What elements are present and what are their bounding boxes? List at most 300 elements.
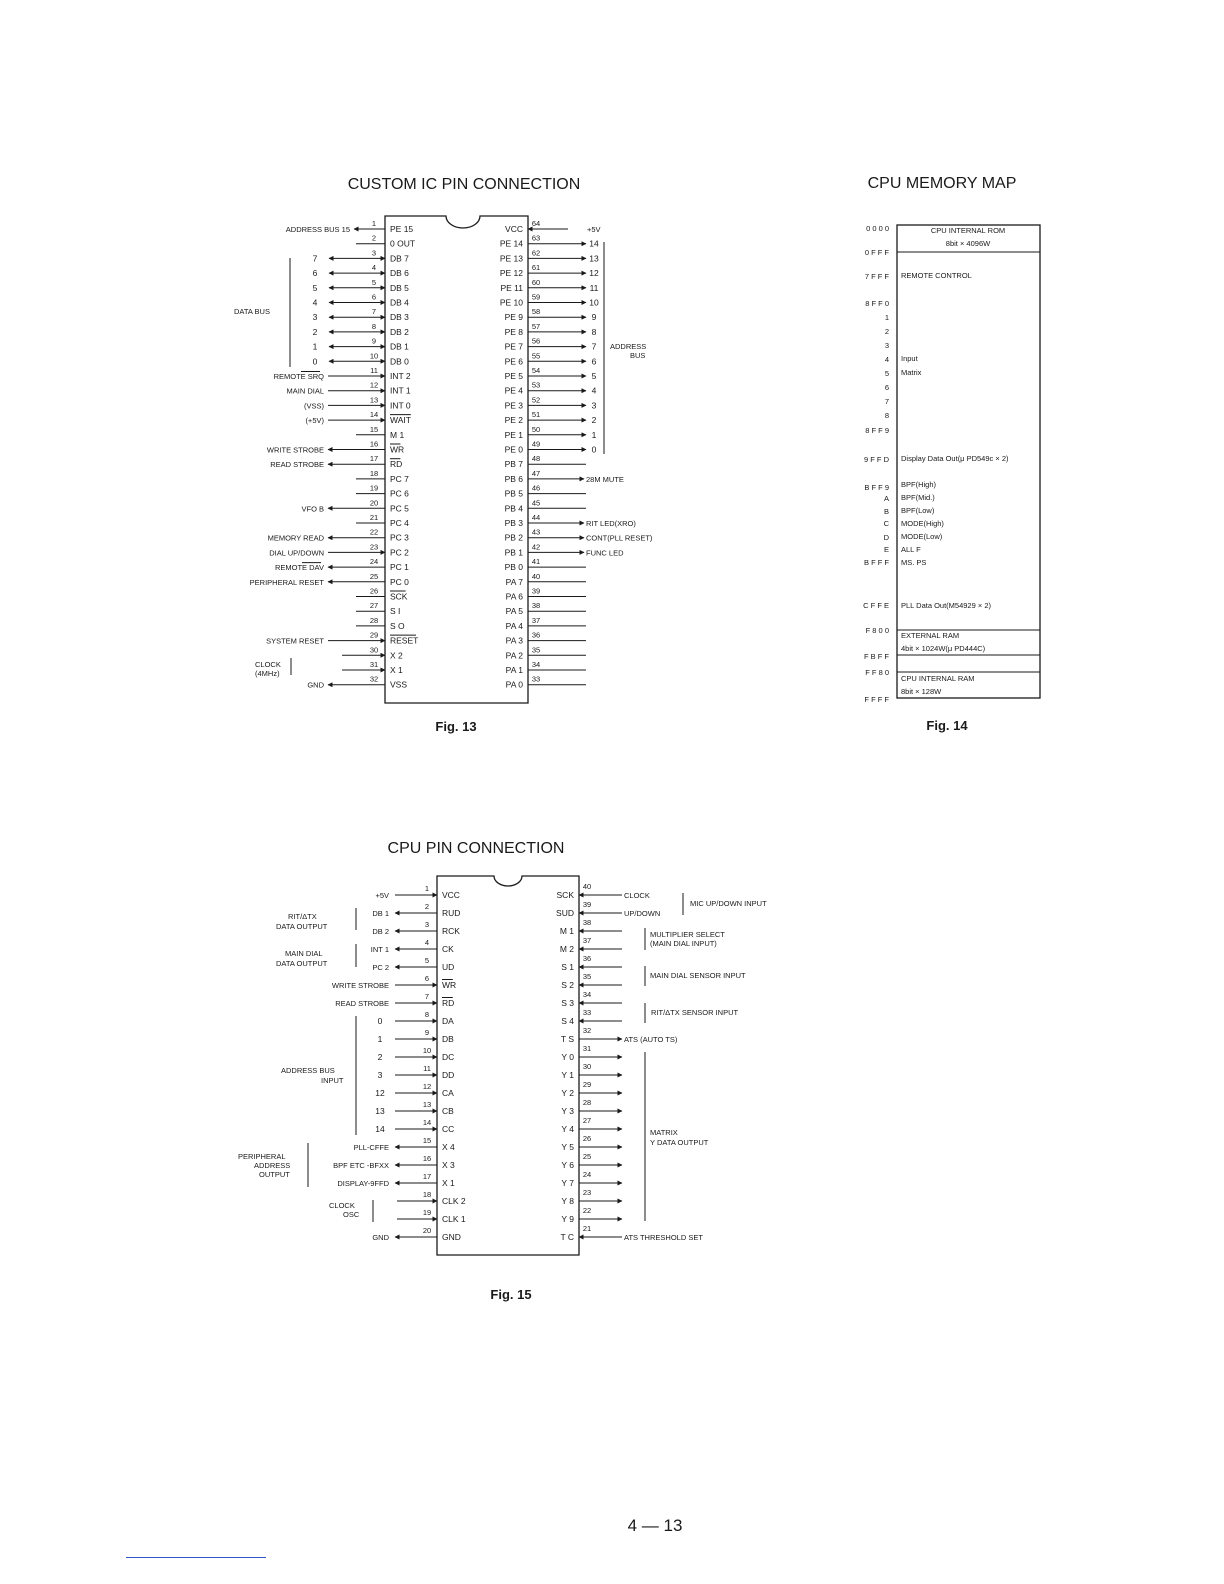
- cpu-left-pin-4: [371, 938, 454, 954]
- ic-left-pin-6: [313, 293, 410, 308]
- main-sensor-group: [645, 966, 746, 986]
- pin-name: Y 9: [561, 1214, 574, 1224]
- pin-number: 24: [582, 1170, 592, 1179]
- ic-right-pin-64: [505, 219, 601, 234]
- signal-label: GND: [372, 1233, 389, 1242]
- pin-number: 19: [369, 483, 379, 493]
- data-bus-group: [234, 258, 290, 367]
- ic-right-pin-43: [505, 528, 653, 543]
- multiplier-label-1: MULTIPLIER SELECT: [650, 930, 725, 939]
- pin-number: 57: [531, 321, 541, 331]
- memory-region-label: Matrix: [901, 368, 922, 377]
- cpu-right-pin-37: [560, 936, 622, 954]
- memory-region-label: MODE(Low): [901, 532, 943, 541]
- pin-name: PA 2: [505, 650, 523, 661]
- pin-name: T C: [560, 1232, 574, 1242]
- clock-osc-label-2: OSC: [343, 1210, 360, 1219]
- ic-left-pin-5: [313, 278, 410, 293]
- pin-name: PA 5: [505, 606, 523, 617]
- ic-left-pin-15: [356, 425, 404, 440]
- cpu-right-pin-40: [557, 882, 650, 900]
- pin-name: RCK: [442, 926, 460, 936]
- cpu-left-pin-11: [378, 1064, 455, 1080]
- address-bus-group: [604, 242, 646, 454]
- ic-right-pin-34: [506, 660, 586, 675]
- ic-left-pin-4: [313, 263, 410, 278]
- ic-right-pin-40: [506, 572, 586, 587]
- pin-name: PC 1: [390, 562, 409, 573]
- pin-number: 64: [531, 219, 541, 228]
- memory-address: 0 F F F: [864, 248, 889, 257]
- cpu-left-pin-1: [375, 884, 460, 900]
- pin-number: 53: [531, 380, 541, 390]
- pin-number: 19: [422, 1208, 432, 1217]
- cpu-left-pin-8: [378, 1010, 455, 1026]
- pin-number: 14: [422, 1118, 432, 1127]
- pin-number: 21: [369, 513, 379, 522]
- signal-label: DISPLAY-9FFD: [337, 1179, 389, 1188]
- memory-address: A: [883, 494, 889, 503]
- signal-label: REMOTE DAV: [274, 563, 324, 573]
- pin-number: 26: [369, 586, 379, 596]
- pin-number: 15: [369, 424, 379, 434]
- ic-right-pin-55: [505, 351, 597, 366]
- cpu-left-pin-12: [375, 1082, 454, 1098]
- pin-number: 9: [424, 1028, 430, 1037]
- pin-number: 1: [424, 884, 430, 893]
- signal-label: 2: [312, 326, 318, 337]
- rit-output-group: [276, 908, 356, 931]
- pin-number: 63: [531, 233, 541, 243]
- pin-name: PC 3: [390, 532, 409, 543]
- cpu-left-pin-18: [397, 1190, 466, 1206]
- pin-name: PE 1: [504, 429, 523, 440]
- pin-number: 45: [531, 498, 541, 508]
- memory-region-label: BPF(High): [901, 480, 937, 489]
- ic-right-pin-59: [500, 293, 599, 308]
- main-dial-output-group: [276, 944, 356, 968]
- pin-name: S 4: [561, 1016, 574, 1026]
- signal-label: PLL-CFFE: [353, 1143, 389, 1152]
- pin-name: X 4: [442, 1142, 455, 1152]
- pin-number: 2: [424, 902, 430, 911]
- pin-name: RD: [442, 998, 455, 1008]
- memory-region-label: MODE(High): [901, 519, 944, 528]
- memory-address: C: [883, 519, 889, 528]
- pin-name: PB 7: [504, 459, 523, 470]
- pin-number: 14: [369, 410, 379, 420]
- rit-output-label-1: RIT/ΔTX: [288, 912, 317, 921]
- page-number: 4 — 13: [627, 1516, 683, 1535]
- pin-name: PC 6: [390, 488, 409, 499]
- pin-name: PE 4: [504, 385, 523, 396]
- signal-label: 3: [377, 1070, 383, 1080]
- pin-number: 50: [531, 424, 541, 434]
- pin-number: 37: [531, 615, 541, 625]
- pin-name: PE 2: [504, 415, 523, 426]
- main-dial-output-label-2: DATA OUTPUT: [276, 959, 328, 968]
- pin-name: VSS: [390, 679, 408, 690]
- address-input-label-1: ADDRESS BUS: [281, 1066, 335, 1075]
- pin-number: 7: [371, 307, 377, 317]
- pin-name: CLK 1: [442, 1214, 466, 1224]
- pin-number: 20: [369, 498, 379, 508]
- signal-label: MEMORY READ: [267, 533, 324, 543]
- signal-label: UP/DOWN: [624, 909, 661, 918]
- signal-label: 5: [591, 371, 597, 381]
- pin-number: 25: [369, 571, 379, 581]
- signal-label: 9: [591, 312, 597, 323]
- signal-label: RIT LED(XRO): [586, 519, 636, 528]
- ic-left-pin-17: [270, 454, 402, 469]
- pin-number: 12: [422, 1082, 432, 1091]
- pin-name: PB 5: [504, 488, 523, 499]
- ic-right-pin-50: [505, 425, 597, 440]
- cpu-pin-diagram: [238, 840, 767, 1302]
- ic-left-pin-7: [313, 307, 410, 322]
- pin-name: X 1: [390, 665, 403, 675]
- pin-name: DB 4: [390, 297, 409, 308]
- fig14-caption: Fig. 14: [926, 718, 968, 733]
- pin-name: PC 4: [390, 518, 409, 528]
- memory-address: D: [883, 533, 889, 542]
- pin-number: 36: [582, 954, 592, 963]
- pin-number: 13: [422, 1100, 432, 1109]
- ic-left-pin-18: [356, 469, 409, 484]
- pin-name: PE 15: [390, 224, 414, 234]
- clock-osc-label-1: CLOCK: [329, 1201, 355, 1210]
- pin-number: 20: [422, 1226, 432, 1235]
- ic-left-pin-13: [304, 395, 411, 410]
- cpu-right-pin-27: [561, 1116, 622, 1134]
- ic-left-pin-31: [342, 660, 403, 675]
- memory-address: 1: [884, 313, 889, 322]
- signal-label: 7: [591, 341, 597, 352]
- signal-label: FUNC LED: [586, 548, 624, 558]
- signal-label: 28M MUTE: [586, 474, 624, 484]
- memory-address: 4: [884, 355, 889, 364]
- pin-name: PB 2: [504, 532, 523, 543]
- pin-number: 18: [422, 1190, 432, 1199]
- memory-address: 5: [884, 369, 889, 378]
- ic-left-pin-27: [356, 601, 400, 616]
- ic-left-pin-28: [356, 616, 405, 631]
- pin-name: PE 6: [504, 356, 523, 367]
- pin-name: WAIT: [390, 415, 411, 426]
- pin-number: 59: [531, 292, 541, 302]
- pin-name: X 2: [390, 650, 403, 661]
- pin-number: 32: [582, 1026, 592, 1035]
- ic-right-pin-33: [506, 675, 586, 690]
- pin-name: PE 7: [504, 341, 523, 352]
- ic-right-pin-54: [505, 366, 597, 381]
- pin-name: M 2: [559, 944, 574, 954]
- pin-number: 18: [369, 468, 379, 478]
- pin-name: PE 11: [500, 282, 523, 293]
- pin-name: WR: [442, 980, 457, 990]
- matrix-label-1: MATRIX: [650, 1128, 678, 1137]
- pin-name: T S: [560, 1034, 574, 1044]
- cpu-right-pin-38: [560, 918, 622, 936]
- signal-label: MAIN DIAL: [286, 386, 324, 396]
- pin-number: 11: [423, 1064, 431, 1073]
- cpu-left-pin-5: [372, 956, 454, 972]
- signal-label: VFO B: [301, 504, 324, 514]
- pin-number: 52: [531, 395, 541, 405]
- ic-left-pin-30: [342, 645, 403, 660]
- pin-name: X 3: [442, 1160, 455, 1170]
- pin-number: 39: [582, 900, 592, 909]
- clock-group: [255, 658, 291, 678]
- signal-label: WRITE STROBE: [331, 981, 389, 990]
- signal-label: READ STROBE: [270, 460, 324, 470]
- pin-name: DB: [442, 1034, 454, 1044]
- cpu-right-pin-21: [560, 1224, 703, 1242]
- pin-number: 8: [371, 321, 377, 331]
- pin-name: CA: [442, 1088, 454, 1098]
- signal-label: 14: [589, 238, 599, 249]
- pin-number: 27: [582, 1116, 592, 1125]
- pin-number: 40: [582, 882, 592, 891]
- pin-number: 34: [582, 990, 592, 999]
- memory-region-label: ALL F: [901, 545, 921, 554]
- cpu-right-pin-36: [561, 954, 622, 972]
- footer-rule: [126, 1557, 266, 1558]
- rit-sensor-group: [645, 1003, 739, 1023]
- mic-input-group: [683, 893, 767, 915]
- multiplier-group: [645, 928, 725, 950]
- pin-name: Y 0: [561, 1052, 574, 1062]
- pin-number: 22: [369, 527, 379, 537]
- pin-number: 4: [371, 263, 377, 273]
- pin-number: 31: [582, 1044, 592, 1053]
- pin-name: INT 2: [390, 371, 411, 381]
- ic-left-pin-19: [356, 484, 409, 499]
- clock-freq-label: (4MHz): [255, 669, 280, 678]
- memory-address: 8 F F 0: [865, 299, 889, 308]
- pin-name: DB 5: [390, 282, 409, 293]
- pin-name: S 1: [561, 962, 574, 972]
- cpu-left-pin-2: [372, 902, 460, 918]
- memory-address: F F F F: [864, 695, 889, 704]
- memory-address: F 8 0 0: [865, 626, 889, 635]
- pin-name: Y 5: [561, 1142, 574, 1152]
- pin-number: 10: [369, 351, 379, 361]
- signal-label: (+5V): [305, 416, 324, 426]
- ic-left-pin-24: [275, 557, 409, 572]
- memory-map-title: CPU MEMORY MAP: [867, 175, 1017, 192]
- pin-number: 35: [531, 645, 541, 655]
- pin-name: INT 0: [390, 400, 411, 411]
- pin-name: PE 3: [504, 400, 523, 411]
- clock-label: CLOCK: [255, 660, 281, 669]
- ic-right-pin-39: [506, 587, 586, 602]
- main-sensor-label: MAIN DIAL SENSOR INPUT: [650, 971, 746, 980]
- ic-left-pin-3: [313, 248, 410, 263]
- pin-name: PE 8: [504, 326, 523, 337]
- signal-label: +5V: [587, 225, 601, 234]
- pin-number: 47: [531, 468, 541, 478]
- ic-right-pin-37: [506, 616, 586, 631]
- ic-left-pin-22: [268, 528, 410, 543]
- pin-name: Y 2: [561, 1088, 574, 1098]
- ic-right-pin-51: [505, 410, 597, 425]
- cpu-left-pin-13: [375, 1100, 454, 1116]
- pin-name: DB 6: [390, 268, 409, 279]
- cpu-left-pin-20: [372, 1226, 461, 1242]
- ic-right-pin-52: [505, 395, 597, 410]
- address-bus-label-1: ADDRESS: [610, 342, 647, 351]
- pin-number: 13: [369, 395, 379, 405]
- signal-label: 12: [589, 268, 599, 279]
- signal-label: DB 1: [372, 909, 389, 918]
- pin-number: 4: [424, 938, 430, 947]
- pin-number: 22: [582, 1206, 592, 1215]
- ic-left-pin-11: [274, 366, 411, 381]
- memory-region-label: Display Data Out(μ PD549c × 2): [901, 454, 1009, 463]
- pin-name: CB: [442, 1106, 454, 1116]
- pin-name: PE 9: [504, 312, 523, 323]
- custom-ic-title: CUSTOM IC PIN CONNECTION: [347, 176, 581, 193]
- pin-name: S O: [390, 620, 405, 631]
- pin-name: X 1: [442, 1178, 455, 1188]
- pin-name: SUD: [556, 908, 574, 918]
- pin-number: 32: [369, 674, 379, 684]
- pin-name: DB 0: [390, 356, 409, 367]
- address-input-label-2: INPUT: [321, 1076, 344, 1085]
- pin-number: 46: [531, 483, 541, 493]
- pin-name: S 2: [561, 980, 574, 990]
- signal-label: 0: [377, 1016, 383, 1026]
- pin-name: M 1: [390, 429, 405, 440]
- pin-number: 15: [422, 1136, 432, 1145]
- pin-number: 40: [531, 571, 541, 581]
- pin-number: 6: [424, 974, 430, 983]
- memory-address: B F F F: [864, 558, 889, 567]
- ic-left-pin-12: [286, 381, 410, 396]
- custom-ic-diagram: [234, 176, 653, 734]
- pin-name: Y 6: [561, 1160, 574, 1170]
- ic-right-pin-36: [506, 631, 586, 646]
- pin-number: 8: [424, 1010, 430, 1019]
- pin-number: 31: [369, 660, 379, 669]
- memory-region-label: 8bit × 4096W: [945, 239, 991, 248]
- signal-label: CLOCK: [624, 891, 650, 900]
- pin-name: DB 3: [390, 312, 409, 323]
- ic-left-pin-29: [266, 631, 418, 646]
- pin-number: 61: [531, 263, 541, 273]
- pin-number: 28: [369, 615, 379, 625]
- pin-name: DB 1: [390, 341, 409, 352]
- pin-number: 33: [582, 1008, 592, 1017]
- matrix-label-2: Y DATA OUTPUT: [650, 1138, 709, 1147]
- pin-name: 0 OUT: [390, 238, 416, 249]
- cpu-left-pin-15: [354, 1136, 455, 1152]
- ic-right-pin-57: [505, 322, 597, 337]
- pin-name: GND: [442, 1232, 461, 1242]
- signal-label: 12: [375, 1088, 385, 1098]
- data-bus-label: DATA BUS: [234, 307, 270, 316]
- pin-number: 10: [422, 1046, 432, 1055]
- memory-map-diagram: [863, 175, 1040, 733]
- pin-number: 23: [582, 1188, 592, 1197]
- ic-left-pin-20: [301, 498, 409, 513]
- rit-output-label-2: DATA OUTPUT: [276, 922, 328, 931]
- pin-name: VCC: [505, 224, 523, 234]
- pin-name: PE 14: [499, 238, 523, 249]
- pin-name: Y 7: [561, 1178, 574, 1188]
- memory-region-label: 8bit × 128W: [901, 687, 942, 696]
- memory-region-label: PLL Data Out(M54929 × 2): [901, 601, 991, 610]
- pin-number: 3: [424, 920, 430, 929]
- pin-number: 29: [582, 1080, 592, 1089]
- matrix-group: [645, 1052, 709, 1221]
- signal-label: 8: [591, 326, 597, 337]
- ic-right-pin-58: [505, 307, 597, 322]
- mic-input-label: MIC UP/DOWN INPUT: [690, 899, 767, 908]
- signal-label: 13: [375, 1106, 385, 1116]
- signal-label: 1: [312, 341, 318, 352]
- memory-address: 8 F F 9: [865, 426, 889, 435]
- pin-number: 51: [531, 410, 541, 420]
- pin-name: S I: [390, 606, 401, 617]
- cpu-left-pin-19: [397, 1208, 466, 1224]
- memory-address: 3: [884, 341, 889, 350]
- signal-label: 0: [591, 444, 597, 455]
- ic-left-pin-16: [267, 440, 404, 455]
- pin-number: 1: [371, 219, 377, 228]
- signal-label: 3: [312, 312, 318, 323]
- pin-number: 26: [582, 1134, 592, 1143]
- ic-right-pin-35: [506, 645, 586, 660]
- signal-label: ADDRESS BUS 15: [285, 225, 350, 234]
- pin-number: 39: [531, 586, 541, 596]
- cpu-right-pin-31: [561, 1044, 622, 1062]
- pin-number: 7: [424, 992, 430, 1001]
- pin-number: 6: [371, 292, 377, 302]
- cpu-right-pin-28: [561, 1098, 622, 1116]
- signal-label: 2: [591, 415, 597, 426]
- signal-label: 2: [377, 1052, 383, 1062]
- pin-number: 36: [531, 630, 541, 640]
- ic-right-pin-56: [505, 337, 597, 352]
- memory-region-label: 4bit × 1024W(μ PD444C): [901, 644, 986, 653]
- pin-number: 2: [371, 233, 377, 243]
- cpu-left-pin-14: [375, 1118, 454, 1134]
- address-input-group: [281, 1016, 356, 1135]
- cpu-pin-title: CPU PIN CONNECTION: [387, 840, 565, 857]
- memory-region-label: EXTERNAL RAM: [901, 631, 960, 640]
- pin-number: 56: [531, 336, 541, 346]
- signal-label: PERIPHERAL RESET: [249, 577, 324, 587]
- signal-label: ATS (AUTO TS): [624, 1035, 678, 1044]
- memory-address: 7: [884, 397, 889, 406]
- cpu-right-pin-25: [561, 1152, 622, 1170]
- pin-name: PE 12: [499, 268, 523, 279]
- memory-address: B: [883, 507, 889, 516]
- peripheral-output-group: [238, 1143, 308, 1187]
- pin-name: PA 0: [505, 679, 523, 690]
- pin-number: 16: [369, 439, 379, 449]
- pin-number: 60: [531, 277, 541, 287]
- memory-address: 9 F F D: [863, 455, 889, 464]
- cpu-left-pin-3: [372, 920, 460, 936]
- peripheral-label-1: PERIPHERAL: [238, 1152, 286, 1161]
- pin-number: 30: [582, 1062, 592, 1071]
- signal-label: GND: [307, 680, 324, 690]
- ic-right-pin-42: [505, 542, 625, 557]
- cpu-right-pin-22: [561, 1206, 622, 1224]
